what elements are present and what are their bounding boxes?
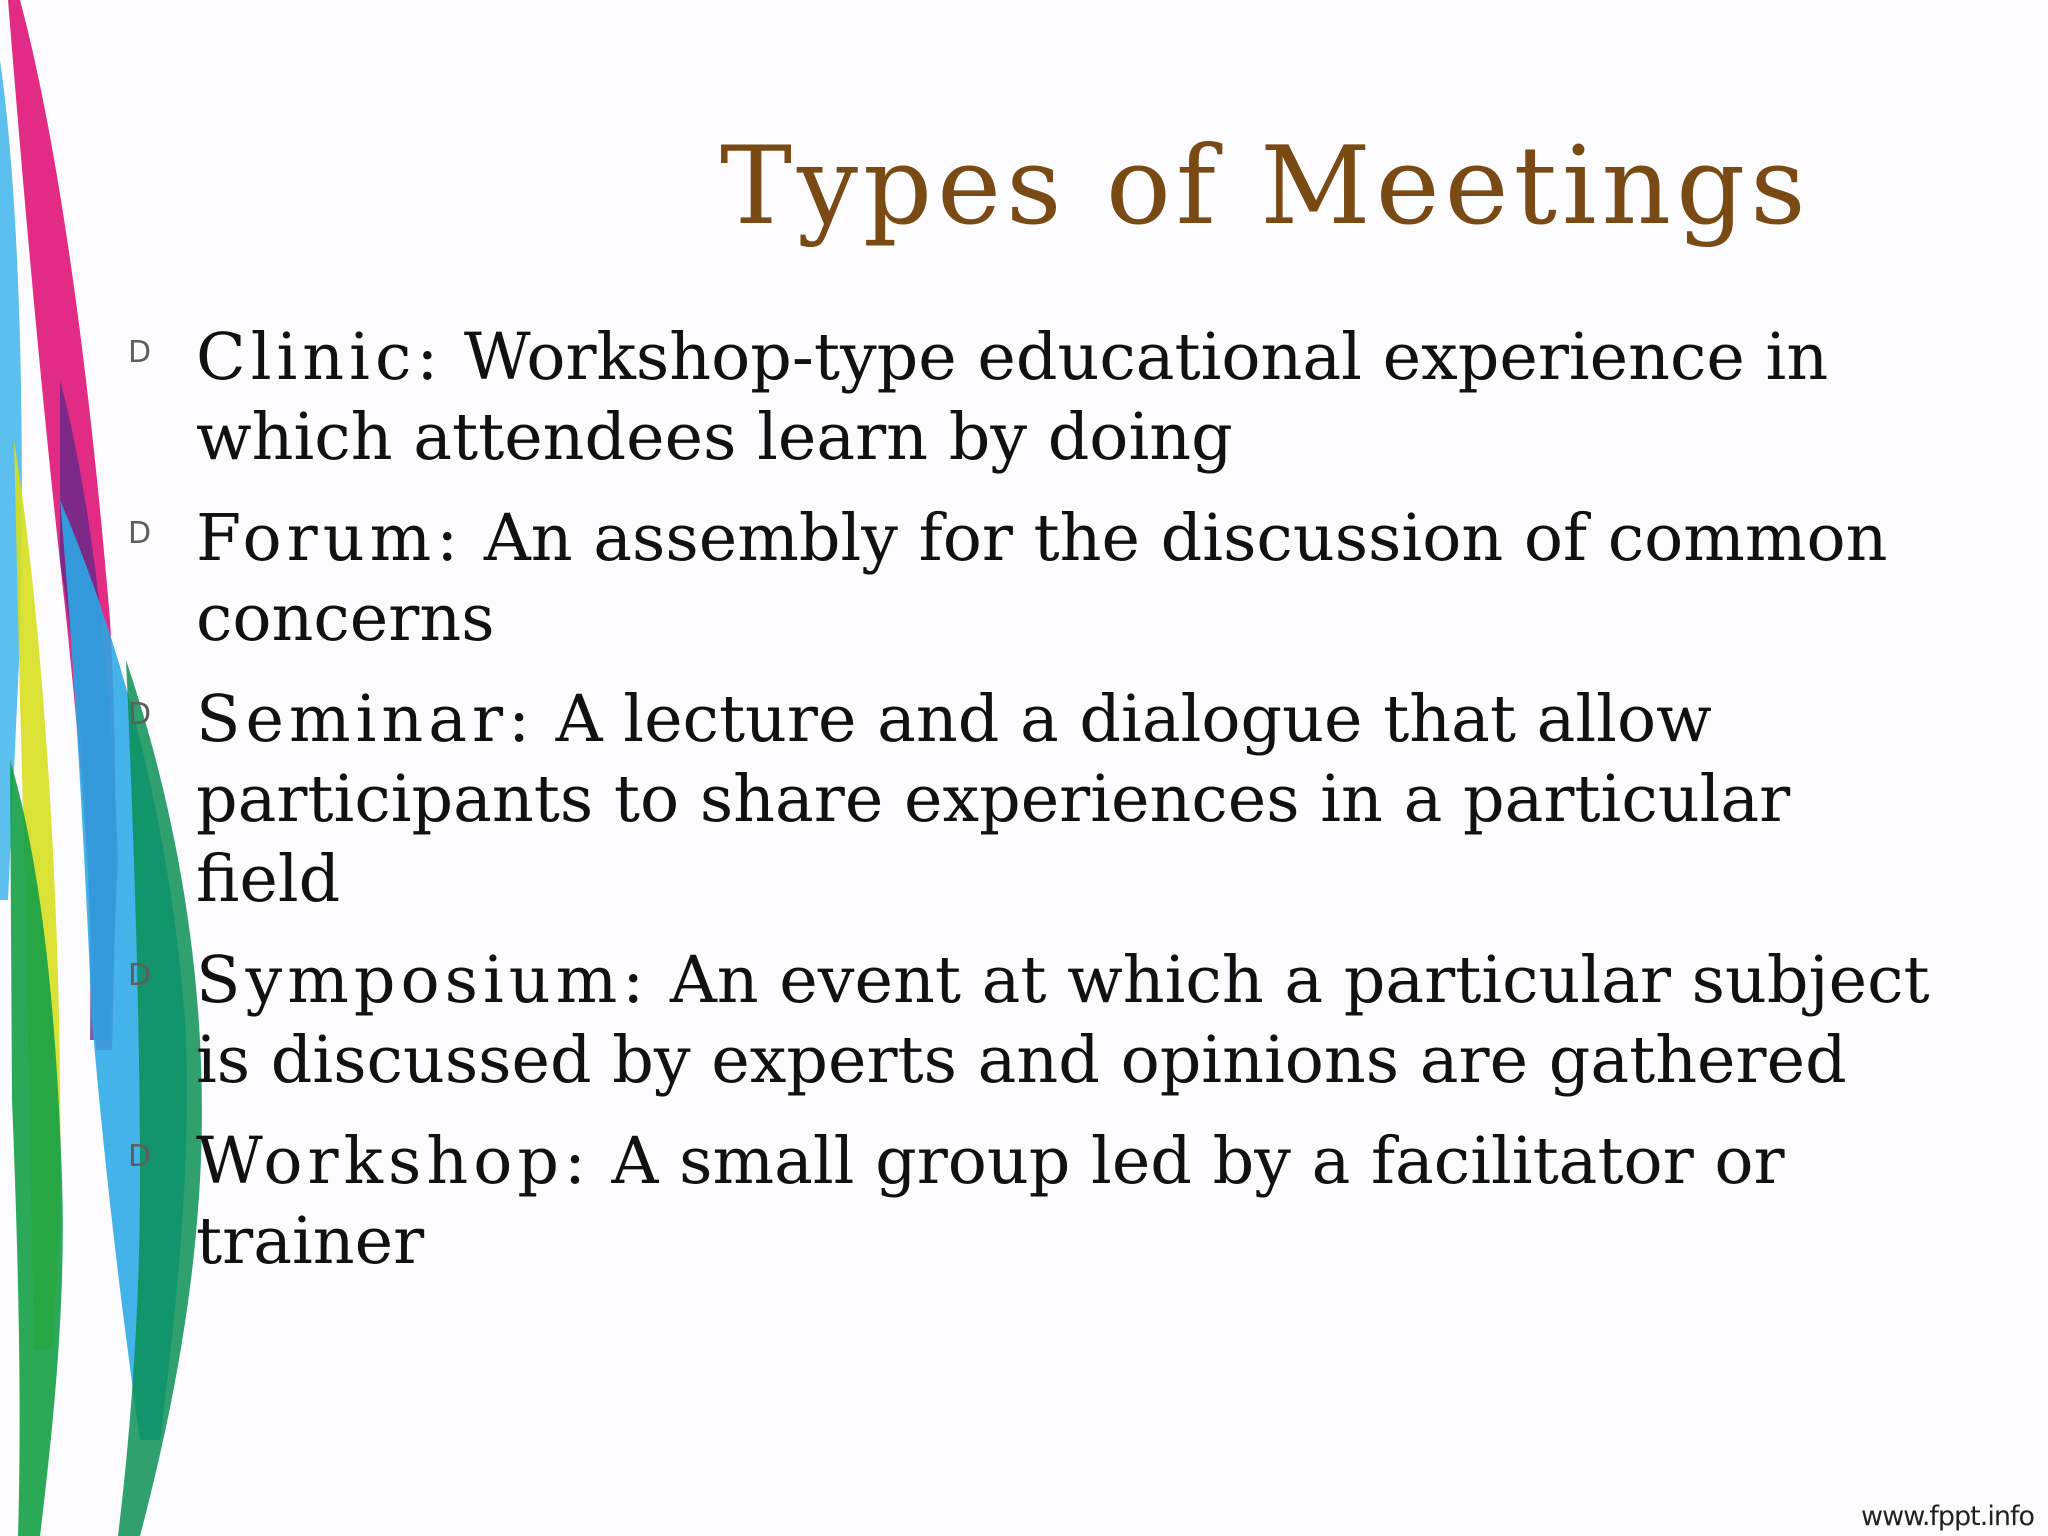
term-label: Workshop: bbox=[196, 1124, 591, 1199]
term-label: Clinic: bbox=[196, 320, 444, 395]
list-item-forum bbox=[120, 499, 1950, 659]
list-item-symposium bbox=[120, 941, 1950, 1101]
list-item-clinic bbox=[120, 318, 1950, 478]
bullet-icon: D bbox=[128, 1139, 152, 1174]
bullet-icon: D bbox=[128, 516, 152, 551]
list-item-seminar bbox=[120, 680, 1950, 920]
bullet-icon: D bbox=[128, 335, 152, 370]
footer-website: www.fppt.info bbox=[1861, 1501, 2034, 1532]
term-label: Seminar: bbox=[196, 682, 536, 757]
term-label: Forum: bbox=[196, 501, 464, 576]
slide-title: Types of Meetings bbox=[720, 124, 1811, 249]
term-description: An assembly for the discussion of common concerns bbox=[196, 501, 1888, 656]
term-label: Symposium: bbox=[196, 943, 650, 1018]
bullet-icon: D bbox=[128, 697, 152, 732]
term-description: A lecture and a dialogue that allow participants to share experiences in a particular field bbox=[196, 682, 1791, 917]
term-description: An event at which a particular subject is discussed by experts and opinions are gathered bbox=[196, 943, 1930, 1098]
meeting-types-list bbox=[120, 318, 1950, 1303]
list-item-workshop bbox=[120, 1122, 1950, 1282]
bullet-icon: D bbox=[128, 958, 152, 993]
term-description: Workshop-type educational experience in which attendees learn by doing bbox=[196, 320, 1829, 475]
term-description: A small group led by a facilitator or trainer bbox=[196, 1124, 1785, 1279]
